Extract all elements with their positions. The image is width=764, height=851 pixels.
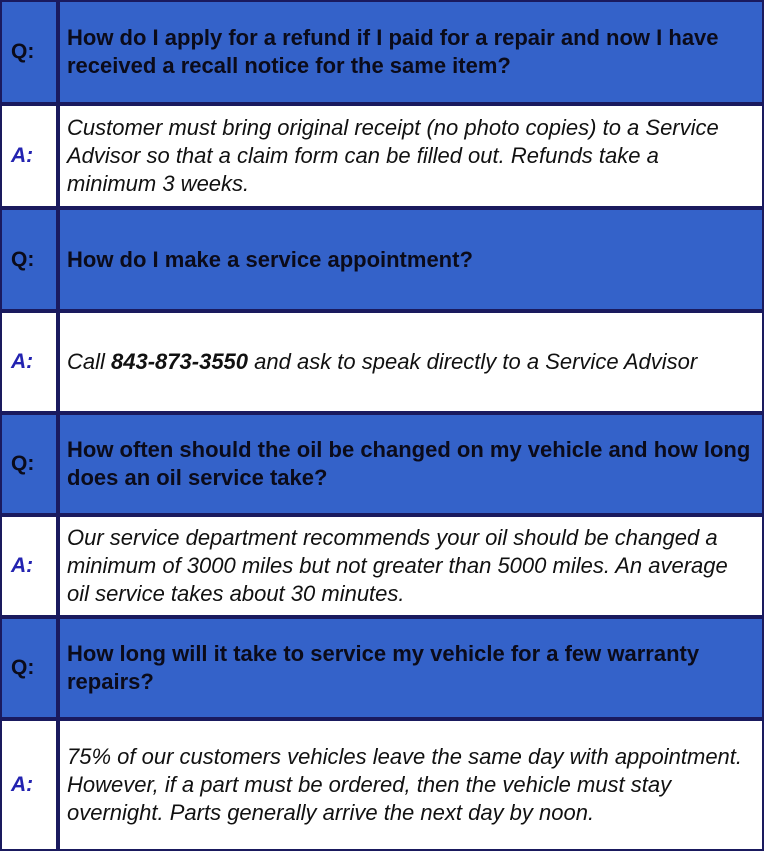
phone-number: 843-873-3550 xyxy=(111,349,249,374)
question-label: Q: xyxy=(2,210,60,309)
answer-row xyxy=(2,313,762,411)
answer-row xyxy=(2,106,762,206)
answer-label: A: xyxy=(2,721,60,849)
question-row xyxy=(2,619,762,717)
question-row xyxy=(2,2,762,102)
question-text: How do I make a service appointment? xyxy=(60,210,762,309)
answer-row xyxy=(2,721,762,849)
answer-text: Our service department recommends your oil should be changed a minimum of 3000 miles but not greater than 5000 miles. An average oil service takes about 30 minutes. xyxy=(60,517,762,615)
question-label: Q: xyxy=(2,2,60,102)
answer-text-suffix: and ask to speak directly to a Service Advisor xyxy=(248,349,698,374)
question-text: How often should the oil be changed on my vehicle and how long does an oil service take? xyxy=(60,415,762,513)
answer-text xyxy=(60,313,762,411)
answer-label: A: xyxy=(2,517,60,615)
answer-text: 75% of our customers vehicles leave the same day with appointment. However, if a part must be ordered, then the vehicle must stay overnight. Parts generally arrive the next day by noon. xyxy=(60,721,762,849)
answer-label: A: xyxy=(2,106,60,206)
question-label: Q: xyxy=(2,415,60,513)
question-row xyxy=(2,210,762,309)
question-row xyxy=(2,415,762,513)
answer-label: A: xyxy=(2,313,60,411)
question-text: How do I apply for a refund if I paid for a repair and now I have received a recall notice for the same item? xyxy=(60,2,762,102)
answer-row xyxy=(2,517,762,615)
question-text: How long will it take to service my vehicle for a few warranty repairs? xyxy=(60,619,762,717)
answer-text-prefix: Call xyxy=(67,349,112,374)
answer-text: Customer must bring original receipt (no photo copies) to a Service Advisor so that a claim form can be filled out. Refunds take a minimum 3 weeks. xyxy=(60,106,762,206)
question-label: Q: xyxy=(2,619,60,717)
